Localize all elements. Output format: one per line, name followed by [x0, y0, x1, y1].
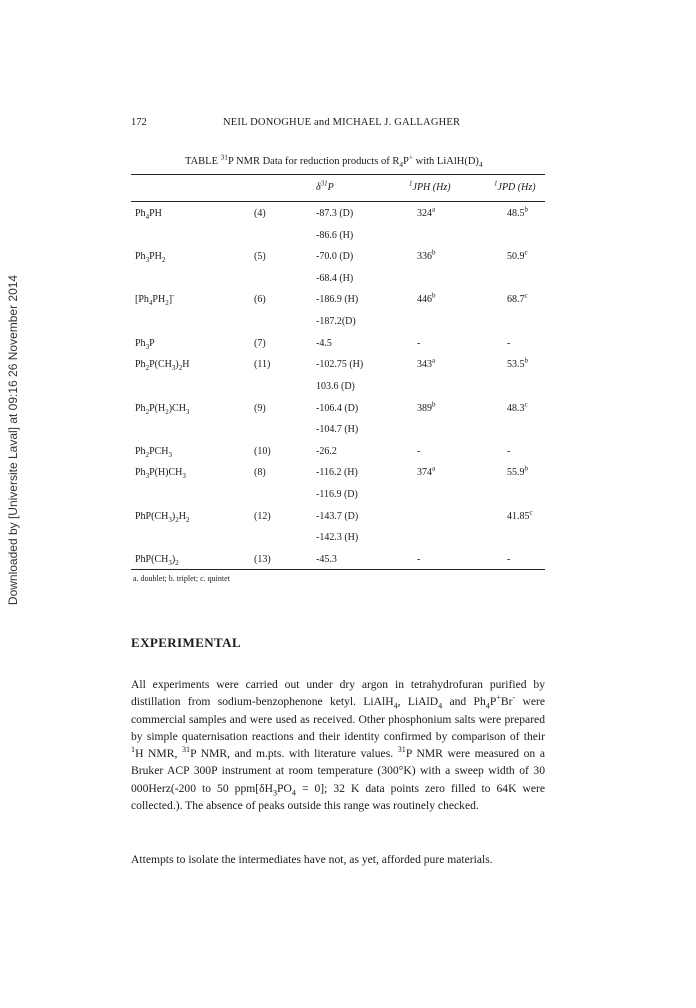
compound-number: (7): [254, 337, 266, 349]
caption-sup: +: [408, 152, 414, 162]
jph-value: [417, 359, 435, 370]
jph-value: [417, 400, 436, 414]
jpd-value: [507, 400, 528, 414]
jpd-note: b: [524, 205, 528, 214]
shift-value: -187.2(D): [316, 316, 356, 328]
caption-part: with LiAlH(D): [413, 156, 479, 167]
formula-sub: 3: [171, 364, 176, 373]
jph-number: 343: [417, 359, 432, 371]
shift-value: -116.2 (H): [316, 467, 358, 479]
formula-sub: 3: [145, 256, 150, 265]
page-number: 172: [131, 117, 147, 128]
table-row: [131, 230, 545, 244]
formula-part: ): [175, 359, 179, 371]
jph-value: [417, 205, 436, 219]
jpd-value: [507, 248, 528, 263]
text-sub: 4: [393, 701, 398, 711]
formula-part: Ph: [135, 467, 146, 479]
jpd-value: [507, 359, 528, 370]
jpd-value: [507, 205, 528, 219]
shift-value: -45.3: [316, 553, 337, 565]
text-run: All experiments were carried out under dry argon in tetrahydrofuran purified by distillation from sodium-benzophenone ketyl. LiAlH: [131, 678, 545, 709]
jpd-value: [507, 508, 533, 522]
formula-sub: 2: [145, 450, 150, 459]
jph-number: 336: [417, 251, 432, 263]
table-row: [131, 316, 545, 330]
compound-formula: [135, 359, 190, 373]
jpd-number: 55.9: [507, 467, 525, 479]
shift-value: -186.9 (H): [316, 294, 359, 306]
formula-part: Ph: [135, 208, 146, 219]
compound-formula: [135, 251, 166, 265]
formula-part: PCH: [149, 445, 169, 457]
jpd-value: [507, 554, 510, 565]
compound-formula: [135, 208, 162, 219]
table-row: [131, 294, 545, 308]
formula-sub: 2: [161, 256, 166, 265]
col-header-delta: [316, 179, 334, 193]
col-header-sup: 31: [320, 179, 328, 188]
formula-part: P(H)CH: [149, 467, 183, 479]
compound-number: (8): [254, 467, 266, 479]
shift-value: -4.5: [316, 337, 332, 349]
jph-value: [417, 446, 420, 457]
experimental-paragraph: [131, 676, 545, 814]
download-note-text: Downloaded by [Universite Laval] at 09:16 26 November 2014: [6, 274, 21, 606]
col-header-part: JPH (Hz): [412, 182, 451, 193]
jpd-number: 50.9: [507, 251, 525, 263]
jph-number: 374: [417, 467, 432, 479]
shift-value: -70.0 (D): [316, 251, 354, 263]
jpd-value: [507, 338, 510, 349]
text-sup: +: [496, 693, 501, 703]
jph-number: -: [417, 337, 421, 349]
closing-paragraph: Attempts to isolate the intermediates have not, as yet, afforded pure materials.: [131, 853, 493, 866]
jph-number: 446: [417, 294, 432, 306]
formula-part: ): [171, 510, 176, 522]
compound-number: (6): [254, 294, 266, 306]
table-row: [131, 205, 545, 222]
text-sup: 31: [181, 745, 191, 755]
compound-number: (12): [254, 510, 271, 522]
formula-sub: 3: [145, 472, 150, 481]
text-sub: 4: [438, 701, 443, 711]
formula-part: PhP(CH: [135, 553, 169, 565]
formula-part: H: [182, 359, 190, 371]
text-sub: 4: [291, 788, 296, 798]
table-row: [131, 248, 545, 265]
table-row: [131, 446, 545, 460]
jph-note: b: [432, 248, 436, 257]
jph-value: [417, 467, 435, 478]
formula-part: PhP(CH: [135, 510, 169, 522]
jph-value: [417, 248, 436, 263]
text-run: were commercial samples and were used as received. Other phosphonium salts were prepared by simple quaternisation reactions and their identity confirmed by comparison of their: [131, 695, 545, 743]
formula-part: P(CH: [149, 359, 172, 371]
formula-part: Ph: [135, 359, 146, 371]
formula-part: )CH: [168, 402, 186, 414]
col-header-sup: 1: [409, 179, 413, 188]
jph-number: -: [417, 445, 421, 457]
jph-value: [417, 554, 420, 565]
jph-number: 324: [417, 208, 432, 219]
table-row: [131, 532, 545, 546]
table-row: [131, 338, 545, 352]
table-row: [131, 508, 545, 525]
formula-part: Ph: [135, 337, 146, 349]
formula-sub: 2: [185, 515, 190, 524]
formula-part: [Ph: [135, 294, 149, 306]
formula-charge: -: [172, 292, 175, 301]
text-sup: 1: [131, 745, 136, 755]
jph-note: b: [432, 292, 436, 301]
formula-part: Ph: [135, 402, 146, 414]
shift-value: -143.7 (D): [316, 510, 359, 522]
formula-part: PH: [152, 294, 166, 306]
text-run: P NMR, and m.pts. with literature values.: [190, 747, 398, 761]
table-row: [131, 554, 545, 568]
col-header-part: P: [327, 182, 334, 193]
text-sup: 31: [397, 745, 406, 755]
jpd-note: b: [524, 357, 528, 365]
jpd-number: -: [507, 445, 511, 457]
jpd-number: 68.7: [507, 294, 525, 306]
compound-number: (4): [254, 208, 266, 219]
formula-part: PH: [149, 251, 162, 263]
caption-sub: 4: [399, 160, 404, 170]
text-run: = 0]; 32 K data points zero filled to 64K were collected.). The absence of peaks outside this range was routinely checked.: [131, 781, 545, 813]
col-header-sup: 1: [494, 179, 498, 188]
formula-part: Ph: [135, 445, 146, 457]
table-top-rule: [131, 174, 545, 175]
shift-value: -142.3 (H): [316, 532, 359, 544]
text-run: P NMR were measured on a Bruker ACP 300P instrument at room temperature (300°K) with a sweep width of 30 000Herz(-200 to 50 ppm[δH: [131, 747, 545, 795]
formula-sub: 2: [175, 515, 179, 524]
jph-note: a: [432, 465, 436, 474]
table-row: [131, 400, 545, 417]
shift-value: 103.6 (D): [316, 380, 355, 392]
jph-note: b: [432, 400, 436, 409]
formula-sub: 2: [165, 407, 169, 416]
shift-value: -104.7 (H): [316, 424, 359, 436]
formula-sub: 3: [182, 472, 186, 481]
jpd-number: 41.85: [507, 510, 530, 522]
text-run: PO: [277, 781, 292, 795]
table-caption: [185, 152, 483, 170]
text-run: P: [489, 695, 497, 709]
col-header-part: JPD (Hz): [497, 182, 536, 193]
text-sup: -: [512, 693, 516, 703]
caption-sub: 4: [478, 160, 483, 170]
formula-sub: 2: [145, 407, 150, 416]
formula-sub: 4: [148, 299, 153, 308]
table-row: [131, 381, 545, 395]
compound-formula: [135, 554, 179, 565]
download-watermark: [2, 160, 24, 720]
formula-part: ]: [168, 294, 173, 306]
text-run: , LiAlD: [397, 695, 439, 709]
formula-sub: 2: [165, 299, 169, 308]
formula-sub: 2: [178, 364, 183, 373]
compound-number: (5): [254, 251, 266, 263]
compound-formula: [135, 511, 189, 522]
formula-sub: 2: [175, 558, 179, 567]
formula-part: ): [171, 553, 176, 565]
formula-sub: 2: [145, 364, 150, 373]
shift-value: -26.2: [316, 445, 337, 457]
caption-part: P: [403, 156, 409, 167]
jpd-value: [507, 446, 510, 457]
jph-note: a: [432, 205, 436, 214]
table-row: [131, 359, 545, 373]
jpd-note: c: [529, 508, 533, 517]
caption-sup: 31: [220, 152, 228, 162]
shift-value: -68.4 (H): [316, 272, 354, 284]
text-run: Br: [500, 695, 513, 709]
compound-formula: [135, 403, 189, 414]
jpd-number: -: [507, 553, 511, 565]
formula-sub: 3: [145, 342, 150, 351]
formula-part: H: [178, 510, 186, 522]
col-header-jph: [409, 179, 451, 193]
compound-number: (9): [254, 402, 266, 414]
jpd-note: c: [524, 248, 528, 257]
compound-number: (10): [254, 445, 271, 457]
formula-part: Ph: [135, 251, 146, 263]
col-header-part: δ: [316, 182, 321, 193]
table-bottom-rule: [131, 569, 545, 570]
formula-part: P: [149, 337, 155, 349]
shift-value: -106.4 (D): [316, 402, 359, 414]
formula-sub: 3: [185, 407, 190, 416]
formula-sub: 3: [168, 558, 172, 567]
jpd-number: 53.5: [507, 359, 525, 371]
jph-number: -: [417, 553, 421, 565]
caption-part: P NMR Data for reduction products of R: [227, 156, 400, 167]
compound-formula: [135, 338, 155, 349]
text-sub: 4: [485, 701, 490, 711]
jpd-note: c: [524, 292, 528, 301]
jpd-note: c: [524, 400, 528, 409]
shift-value: -116.9 (D): [316, 489, 358, 501]
shift-value: -102.75 (H): [316, 359, 364, 371]
table-row: [131, 273, 545, 287]
jpd-value: [507, 467, 528, 478]
jpd-note: b: [524, 465, 528, 474]
author-names: NEIL DONOGHUE and MICHAEL J. GALLAGHER: [223, 117, 461, 128]
caption-part: TABLE: [185, 156, 221, 167]
table-header-rule: [131, 201, 545, 202]
shift-value: -87.3 (D): [316, 208, 354, 219]
jpd-number: 48.5: [507, 208, 525, 219]
jph-value: [417, 338, 420, 349]
formula-sub: 3: [168, 515, 172, 524]
text-run: and Ph: [442, 695, 486, 709]
jpd-number: -: [507, 337, 511, 349]
formula-sub: 4: [145, 213, 150, 221]
table-row: [131, 489, 545, 503]
shift-value: -86.6 (H): [316, 229, 354, 241]
formula-part: P(H: [149, 402, 166, 414]
compound-number: (11): [254, 359, 271, 371]
jph-note: a: [432, 357, 436, 365]
jph-value: [417, 294, 436, 305]
compound-formula: [135, 292, 175, 308]
compound-number: (13): [254, 553, 271, 565]
formula-part: PH: [149, 208, 162, 219]
table-row: [131, 467, 545, 481]
section-heading: EXPERIMENTAL: [131, 635, 242, 650]
jph-number: 389: [417, 402, 432, 414]
text-run: H NMR,: [135, 747, 182, 761]
table-row: [131, 424, 545, 438]
text-sub: 3: [272, 788, 278, 798]
compound-formula: [135, 446, 172, 457]
jpd-value: [507, 294, 528, 305]
compound-formula: [135, 467, 186, 481]
col-header-jpd: [494, 179, 536, 193]
formula-sub: 3: [168, 450, 173, 459]
table-footnote: a. doublet; b. triplet; c. quintet: [133, 574, 230, 583]
jpd-number: 48.3: [507, 402, 525, 414]
